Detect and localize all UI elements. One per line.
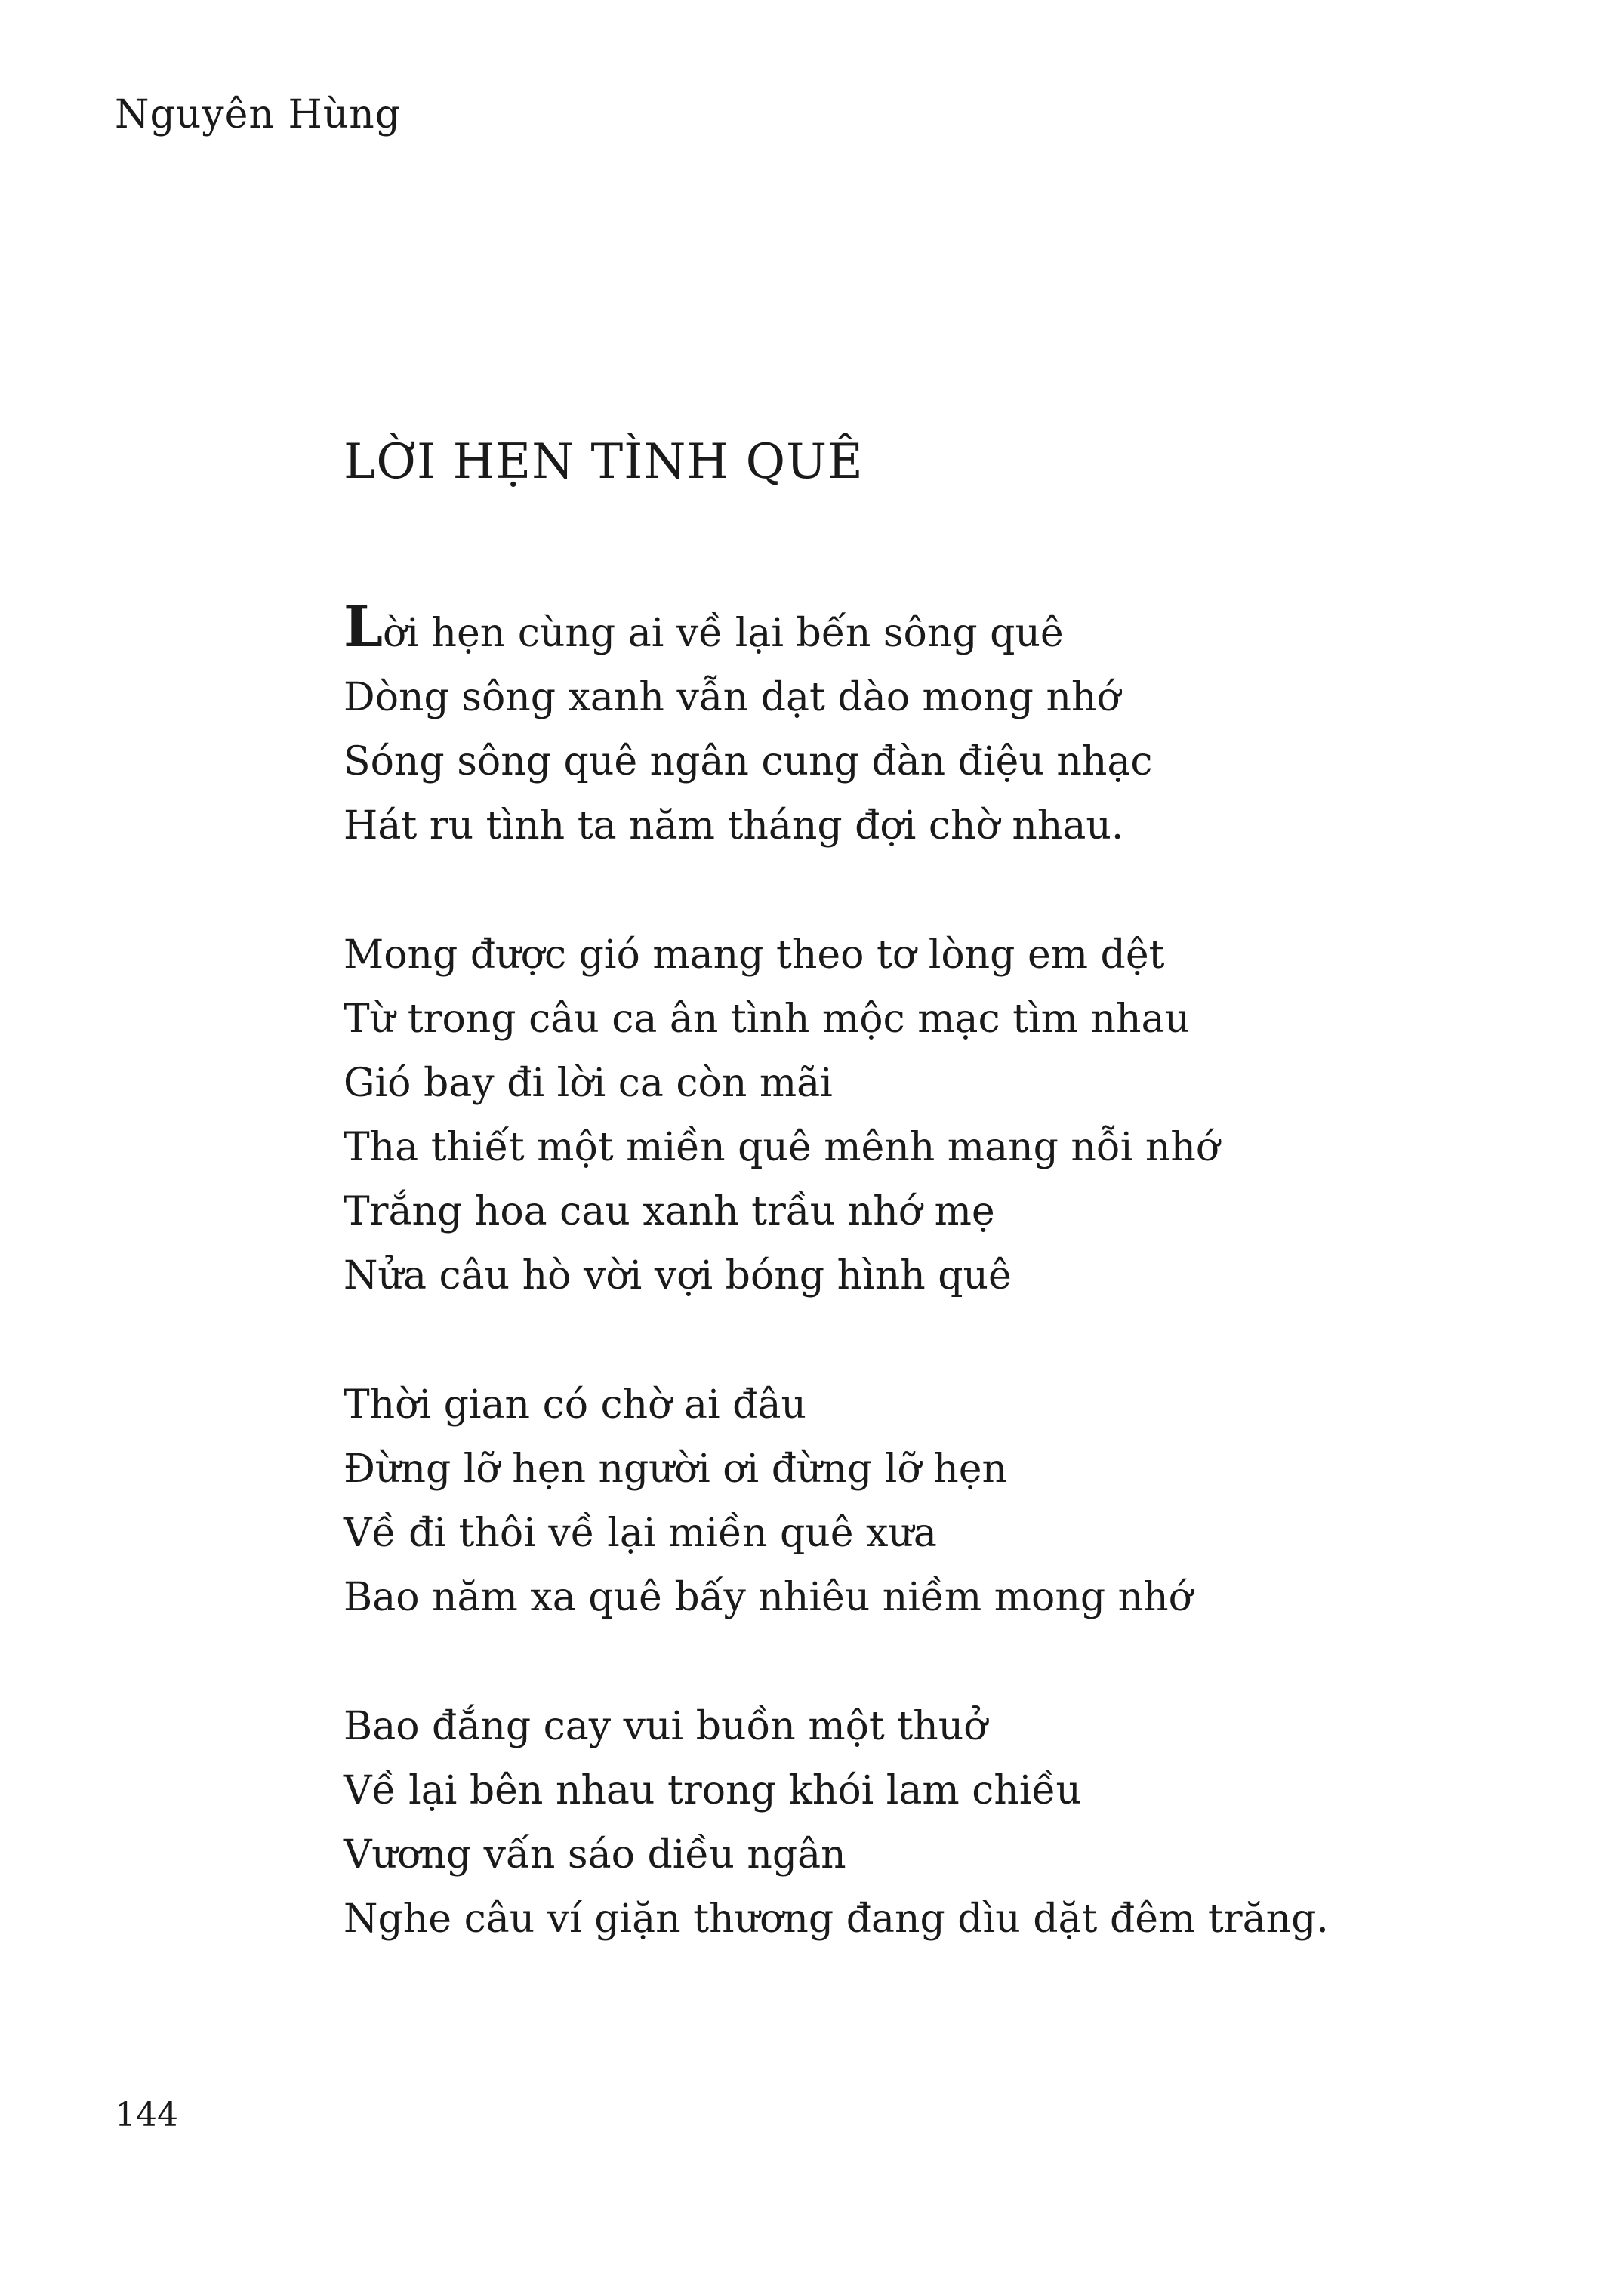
poem-title: LỜI HẸN TÌNH QUÊ (344, 434, 864, 490)
poem-line: Bao đắng cay vui buồn một thuở (344, 1704, 988, 1749)
poem-line: Sóng sông quê ngân cung đàn điệu nhạc (344, 739, 1153, 784)
poem-line: Hát ru tình ta năm tháng đợi chờ nhau. (344, 803, 1124, 849)
running-head-author: Nguyên Hùng (115, 92, 402, 137)
poem-stanzas (344, 595, 1552, 1952)
poem (344, 434, 1552, 2016)
poem-line-first-rest: ời hẹn cùng ai về lại bến sông quê (383, 611, 1064, 656)
poem-line: Mong được gió mang theo tơ lòng em dệt (344, 932, 1165, 978)
stanza-2 (344, 923, 1552, 1308)
page-number: 144 (115, 2096, 178, 2134)
poem-line: Gió bay đi lời ca còn mãi (344, 1061, 833, 1106)
poem-line: Tha thiết một miền quê mênh mang nỗi nhớ (344, 1125, 1220, 1170)
poem-line: Nghe câu ví giặn thương đang dìu dặt đêm trăng. (344, 1896, 1329, 1942)
poem-line: Nửa câu hò vời vợi bóng hình quê (344, 1253, 1012, 1298)
poem-line: Thời gian có chờ ai đâu (344, 1382, 806, 1428)
poem-line: Trắng hoa cau xanh trầu nhớ mẹ (344, 1189, 995, 1234)
poem-line: Về lại bên nhau trong khói lam chiều (344, 1768, 1081, 1813)
poem-line: Dòng sông xanh vẫn dạt dào mong nhớ (344, 675, 1120, 720)
poem-line: Vương vấn sáo diều ngân (344, 1832, 846, 1878)
poem-line: Từ trong câu ca ân tình mộc mạc tìm nhau (344, 997, 1190, 1042)
stanza-3 (344, 1373, 1552, 1630)
stanza-4 (344, 1695, 1552, 1952)
poem-line: Về đi thôi về lại miền quê xưa (344, 1511, 937, 1556)
poem-line: Bao năm xa quê bấy nhiêu niềm mong nhớ (344, 1575, 1192, 1620)
stanza-1 (344, 595, 1552, 858)
poem-line: Đừng lỡ hẹn người ơi đừng lỡ hẹn (344, 1446, 1008, 1492)
poem-line-first (344, 595, 1552, 666)
drop-cap: L (344, 595, 384, 660)
